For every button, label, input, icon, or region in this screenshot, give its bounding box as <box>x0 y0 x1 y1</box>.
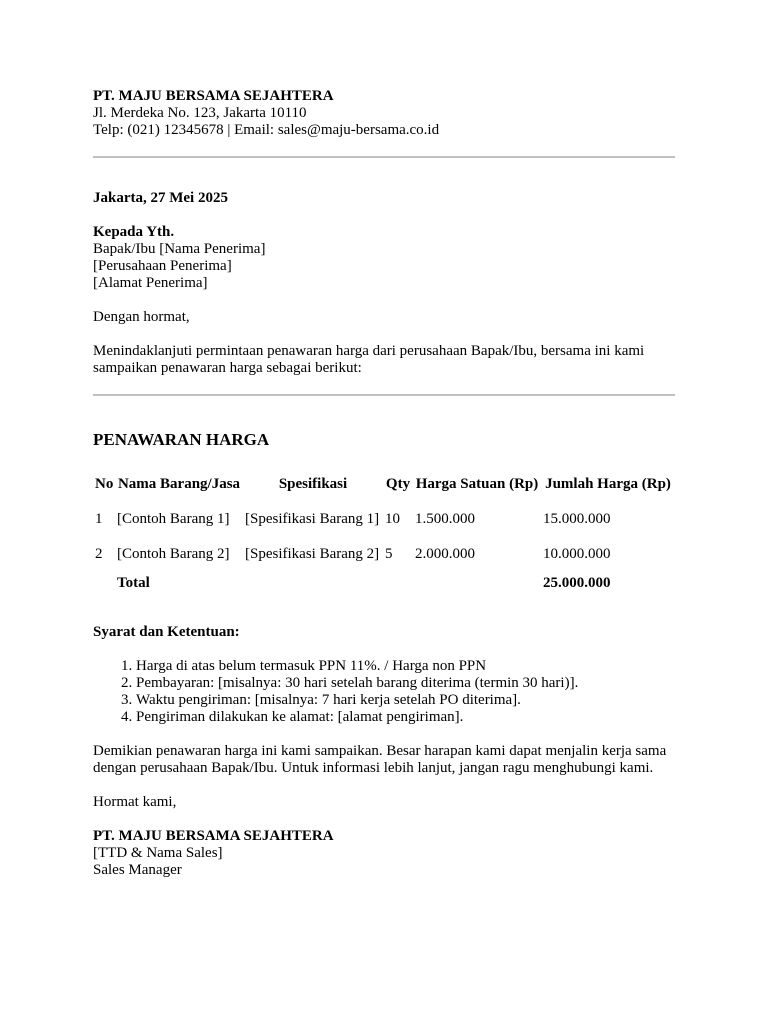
sender-address: Jl. Merdeka No. 123, Jakarta 10110 <box>93 105 307 121</box>
header-unit-price: Harga Satuan (Rp) <box>415 475 539 492</box>
header-qty: Qty <box>385 475 411 492</box>
total-value: 25.000.000 <box>543 574 611 591</box>
table-header-row <box>93 466 675 502</box>
terms-list <box>93 658 675 726</box>
cell-spec: [Spesifikasi Barang 2] <box>245 546 380 562</box>
cell-no: 1 <box>95 511 103 527</box>
cell-empty <box>93 572 115 594</box>
intro-paragraph: Menindaklanjuti permintaan penawaran harga dari perusahaan Bapak/Ibu, bersama ini kami sampaikan penawaran harga sebagai berikut: <box>93 343 645 376</box>
cell-unit-price: 2.000.000 <box>415 546 475 562</box>
recipient-company: [Perusahaan Penerima] <box>93 258 232 274</box>
list-item: 4. Pengiriman dilakukan ke alamat: [alamat pengiriman]. <box>136 709 675 726</box>
list-item: 2. Pembayaran: [misalnya: 30 hari setelah barang diterima (termin 30 hari)]. <box>136 675 675 692</box>
table-total-row <box>93 572 675 594</box>
cell-qty: 10 <box>385 511 400 527</box>
signoff-signature: [TTD & Nama Sales] <box>93 845 223 861</box>
cell-qty: 5 <box>385 546 393 562</box>
price-table <box>93 466 675 594</box>
cell-empty <box>413 572 541 594</box>
recipient-address: [Alamat Penerima] <box>93 275 208 291</box>
document-page <box>93 88 675 879</box>
recipient-heading: Kepada Yth. <box>93 224 175 240</box>
list-item: 1. Harga di atas belum termasuk PPN 11%. / Harga non PPN <box>136 658 675 675</box>
cell-empty <box>243 572 383 594</box>
closing-paragraph: Demikian penawaran harga ini kami sampaikan. Besar harapan kami dapat menjalin kerja sama dengan perusahaan Bapak/Ibu. Untuk informasi lebih lanjut, jangan ragu menghubungi kami. <box>93 743 667 776</box>
terms-title: Syarat dan Ketentuan: <box>93 624 240 640</box>
total-label: Total <box>117 574 150 591</box>
recipient-block <box>93 224 675 292</box>
table-row <box>93 502 675 537</box>
cell-empty <box>383 572 413 594</box>
header-spec: Spesifikasi <box>278 475 348 492</box>
cell-no: 2 <box>95 546 103 562</box>
cell-total-price: 10.000.000 <box>543 546 611 562</box>
regards: Hormat kami, <box>93 794 177 810</box>
letterhead-divider <box>93 156 675 158</box>
signoff-company: PT. MAJU BERSAMA SEJAHTERA <box>93 828 334 844</box>
header-no: No <box>95 475 114 492</box>
letterhead <box>93 88 675 139</box>
cell-spec: [Spesifikasi Barang 1] <box>245 511 380 527</box>
header-item-name: Nama Barang/Jasa <box>117 475 241 492</box>
sender-contact: Telp: (021) 12345678 | Email: sales@maju-bersama.co.id <box>93 122 440 138</box>
table-row <box>93 537 675 572</box>
section-divider <box>93 394 675 396</box>
cell-item-name: [Contoh Barang 2] <box>117 546 230 562</box>
cell-total-price: 15.000.000 <box>543 511 611 527</box>
letter-date: Jakarta, 27 Mei 2025 <box>93 190 228 206</box>
list-item: 3. Waktu pengiriman: [misalnya: 7 hari kerja setelah PO diterima]. <box>136 692 675 709</box>
offer-title: PENAWARAN HARGA <box>93 430 270 449</box>
greeting: Dengan hormat, <box>93 309 190 325</box>
cell-unit-price: 1.500.000 <box>415 511 475 527</box>
signoff-position: Sales Manager <box>93 862 182 878</box>
cell-item-name: [Contoh Barang 1] <box>117 511 230 527</box>
header-total-price: Jumlah Harga (Rp) <box>545 475 671 492</box>
signature-block <box>93 828 675 879</box>
sender-company: PT. MAJU BERSAMA SEJAHTERA <box>93 88 334 104</box>
recipient-name: Bapak/Ibu [Nama Penerima] <box>93 241 266 257</box>
